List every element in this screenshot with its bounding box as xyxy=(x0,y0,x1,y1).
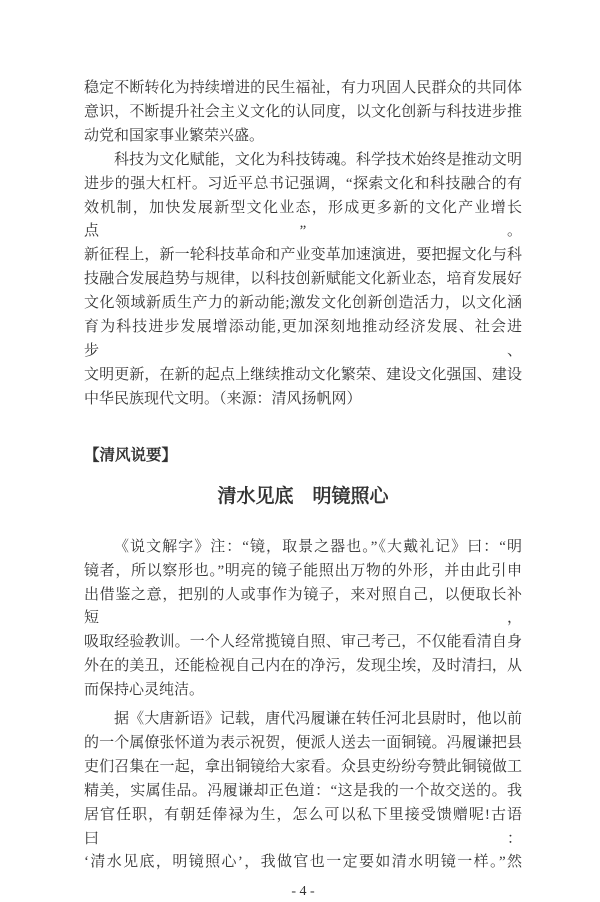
text-line: 效机制，加快发展新型文化业态，形成更多新的文化产业增长点”。 xyxy=(84,199,522,240)
text-line: 育为科技进步发展增添动能,更加深刻地推动经济发展、社会进步、 xyxy=(84,319,522,359)
text-line: 进步的强大杠杆。习近平总书记强调，“探索文化和科技融合的有 xyxy=(84,175,522,192)
text-line: 出借鉴之意，把别的人或事作为镜子，来对照自己，以便取长补短， xyxy=(84,586,522,627)
text-line: 意识，不断提升社会主义文化的认同度，以文化创新与科技进步推 xyxy=(84,103,522,120)
text-line: 精美，实属佳品。冯履谦却正色道：“这是我的一个故交送的。我 xyxy=(84,782,522,799)
text-line: 而保持心灵纯洁。 xyxy=(84,682,205,699)
text-line: 科技为文化赋能，文化为科技铸魂。科学技术始终是推动文明 xyxy=(114,151,522,168)
text-line: 吏们召集在一起，拿出铜镜给大家看。众县吏纷纷夸赞此铜镜做工 xyxy=(84,758,522,775)
article-title: 清水见底 明镜照心 xyxy=(217,485,389,507)
text-block xyxy=(84,77,522,902)
text-line: 文化领域新质生产力的新动能;激发文化创新创造活力，以文化涵 xyxy=(84,295,522,312)
text-line: 文明更新，在新的起点上继续推动文化繁荣、建设文化强国、建设 xyxy=(84,366,522,383)
text-line: 据《大唐新语》记载，唐代冯履谦在转任河北县尉时，他以前 xyxy=(114,711,522,728)
text-line: 技融合发展趋势与规律，以科技创新赋能文化新业态，培育发展好 xyxy=(84,271,522,288)
text-line: 中华民族现代文明。（来源：清风扬帆网） xyxy=(84,390,362,407)
text-line: 镜者，所以察形也。”明亮的镜子能照出万物的外形，并由此引申 xyxy=(84,562,522,579)
section-header: 【清风说要】 xyxy=(84,446,178,464)
text-line: 居官任职，有朝廷俸禄为生，怎么可以私下里接受馈赠呢!古语曰： xyxy=(84,806,522,847)
text-line: 外在的美丑，还能检视自己内在的净污，发现尘埃，及时清扫，从 xyxy=(84,658,522,675)
paragraph-mirror-meaning xyxy=(84,536,522,703)
page-number: - 4 - xyxy=(291,884,315,900)
text-line: 的一个属僚张怀道为表示祝贺，便派人送去一面铜镜。冯履谦把县 xyxy=(84,734,522,751)
paragraph-feng-luqian-story xyxy=(84,708,522,875)
text-line: 新征程上，新一轮科技革命和产业变革加速演进，要把握文化与科 xyxy=(84,247,522,264)
text-line: 吸取经验教训。一个人经常揽镜自照、审己考己，不仅能看清自身 xyxy=(84,634,522,651)
paragraph-tech-culture xyxy=(84,149,522,412)
text-line: 稳定不断转化为持续增进的民生福祉，有力巩固人民群众的共同体 xyxy=(84,80,522,96)
text-line: ‘清水见底，明镜照心’，我做官也一定要如清水明镜一样。”然 xyxy=(84,854,522,871)
text-line: 《说文解字》注：“镜，取景之器也。”《大戴礼记》曰：“明 xyxy=(114,538,522,555)
paragraph-continuation xyxy=(84,77,522,149)
text-line: 动党和国家事业繁荣兴盛。 xyxy=(84,127,265,144)
